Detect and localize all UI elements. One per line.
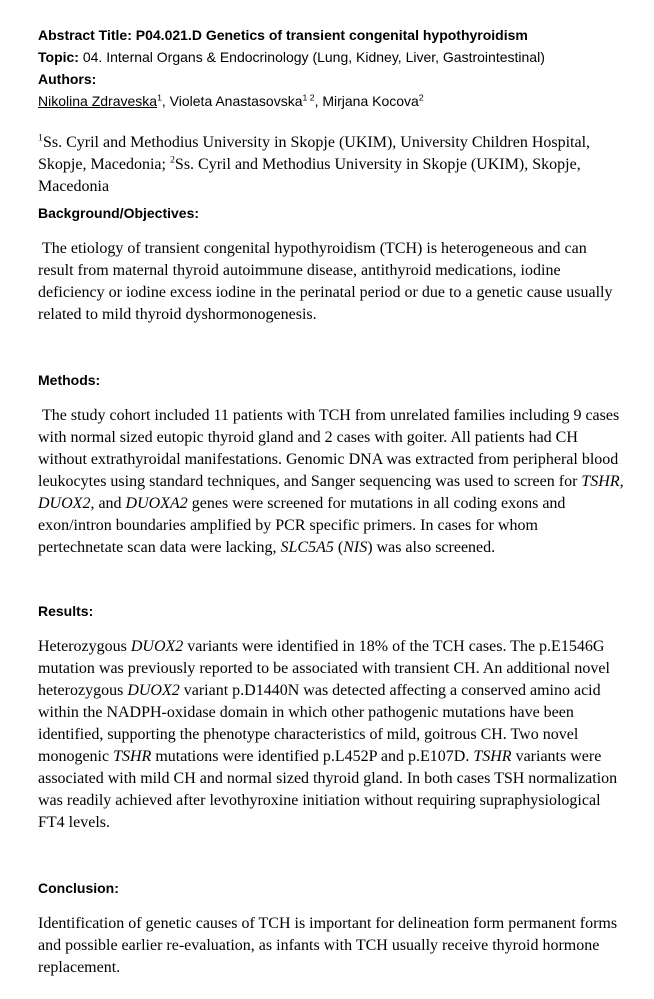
text-run: mutations were identified p.L452P and p.E107D. bbox=[151, 748, 474, 765]
superscript: 2 bbox=[169, 154, 175, 166]
text-run: The study cohort included 11 patients with TCH from unrelated families including 9 cases with normal sized eutopic thyroid gland and 2 cases with goiter. All patients had CH without extrathyroidal manifestations. Genomic DNA was extracted from peripheral blood leukocytes using standard techniques, and Sanger sequencing was used to screen for bbox=[38, 407, 624, 490]
abstract-title-text: P04.021.D Genetics of transient congenital hypothyroidism bbox=[135, 27, 528, 43]
section-methods bbox=[38, 370, 628, 559]
section-paragraph-conclusion bbox=[38, 913, 624, 979]
text-run: Ss. Cyril and Methodius University in Skopje (UKIM), University Children Hospital, Skopje, Macedonia; bbox=[38, 134, 591, 173]
text-run: Identification of genetic causes of TCH is important for delineation form permanent forms and possible earlier re-evaluation, as infants with TCH usually receive thyroid hormone replacement. bbox=[38, 915, 622, 976]
superscript: 1 2 bbox=[302, 92, 315, 103]
section-heading-background: Background/Objectives: bbox=[38, 205, 200, 221]
section-heading-methods: Methods: bbox=[38, 372, 101, 388]
text-run: , Mirjana Kocova bbox=[314, 93, 419, 109]
section-background bbox=[38, 203, 624, 326]
superscript: 1 bbox=[38, 132, 43, 144]
section-results bbox=[38, 601, 624, 834]
authors-list bbox=[38, 90, 624, 112]
text-run: genes were screened for mutations in all coding exons and exon/intron boundaries amplified by PCR specific primers. In cases for whom pertechnetate scan data were lacking, bbox=[38, 495, 570, 556]
text-run: NIS bbox=[343, 539, 368, 556]
text-run: DUOXA2 bbox=[125, 495, 188, 512]
text-run: The etiology of transient congenital hypothyroidism (TCH) is heterogeneous and can result from maternal thyroid autoimmune disease, antithyroid medications, iodine deficiency or iodine excess iodine in the perinatal period or due to a genetic cause usually related to mild thyroid dyshormonogenesis. bbox=[38, 240, 617, 323]
text-run: TSHR, DUOX2 bbox=[38, 473, 628, 512]
text-run: variant p.D1440N was detected affecting a conserved amino acid within the NADPH-oxidase domain in which other pathogenic mutations have been identified, supporting the phenotype characteristics of mild, goitrous CH. Two novel monogenic bbox=[38, 682, 605, 765]
text-run: DUOX2 bbox=[130, 638, 184, 655]
topic-label: Topic: bbox=[38, 49, 79, 65]
text-run: , and bbox=[90, 495, 126, 512]
text-run: , Violeta Anastasovska bbox=[161, 93, 303, 109]
section-heading-results: Results: bbox=[38, 603, 94, 619]
text-run: variants were identified in 18% of the TCH cases. The p.E1546G mutation was previously reported to be associated with transient CH. An additional novel heterozygous bbox=[38, 638, 614, 699]
text-run: TSHR bbox=[473, 748, 512, 765]
abstract-title-line bbox=[38, 24, 624, 46]
text-run: SLC5A5 bbox=[280, 539, 334, 556]
section-paragraph-results bbox=[38, 636, 624, 834]
text-run: Nikolina Zdraveska bbox=[38, 93, 158, 109]
text-run: variants were associated with mild CH and normal sized thyroid gland. In both cases TSH normalization was readily achieved after levothyroxine initiation without requiring supraphysiological FT4 levels. bbox=[38, 748, 622, 831]
text-run: Heterozygous bbox=[38, 638, 131, 655]
authors-label-line bbox=[38, 68, 624, 90]
section-paragraph-methods bbox=[38, 405, 628, 559]
text-run: TSHR bbox=[113, 748, 152, 765]
text-run: ) was also screened. bbox=[367, 539, 496, 556]
text-run: ( bbox=[333, 539, 344, 556]
section-conclusion bbox=[38, 878, 624, 979]
abstract-document bbox=[38, 24, 628, 979]
text-run: DUOX2 bbox=[127, 682, 180, 699]
abstract-title-label: Abstract Title: bbox=[38, 27, 132, 43]
topic-text: 04. Internal Organs & Endocrinology (Lung, Kidney, Liver, Gastrointestinal) bbox=[82, 49, 545, 65]
section-paragraph-background bbox=[38, 238, 624, 326]
section-heading-conclusion: Conclusion: bbox=[38, 880, 119, 896]
authors-label: Authors: bbox=[38, 71, 97, 87]
topic-line bbox=[38, 46, 624, 68]
affiliations bbox=[38, 132, 624, 198]
superscript: 1 bbox=[157, 92, 162, 103]
superscript: 2 bbox=[418, 92, 424, 103]
text-run: Ss. Cyril and Methodius University in Skopje (UKIM), Skopje, Macedonia bbox=[38, 156, 581, 195]
